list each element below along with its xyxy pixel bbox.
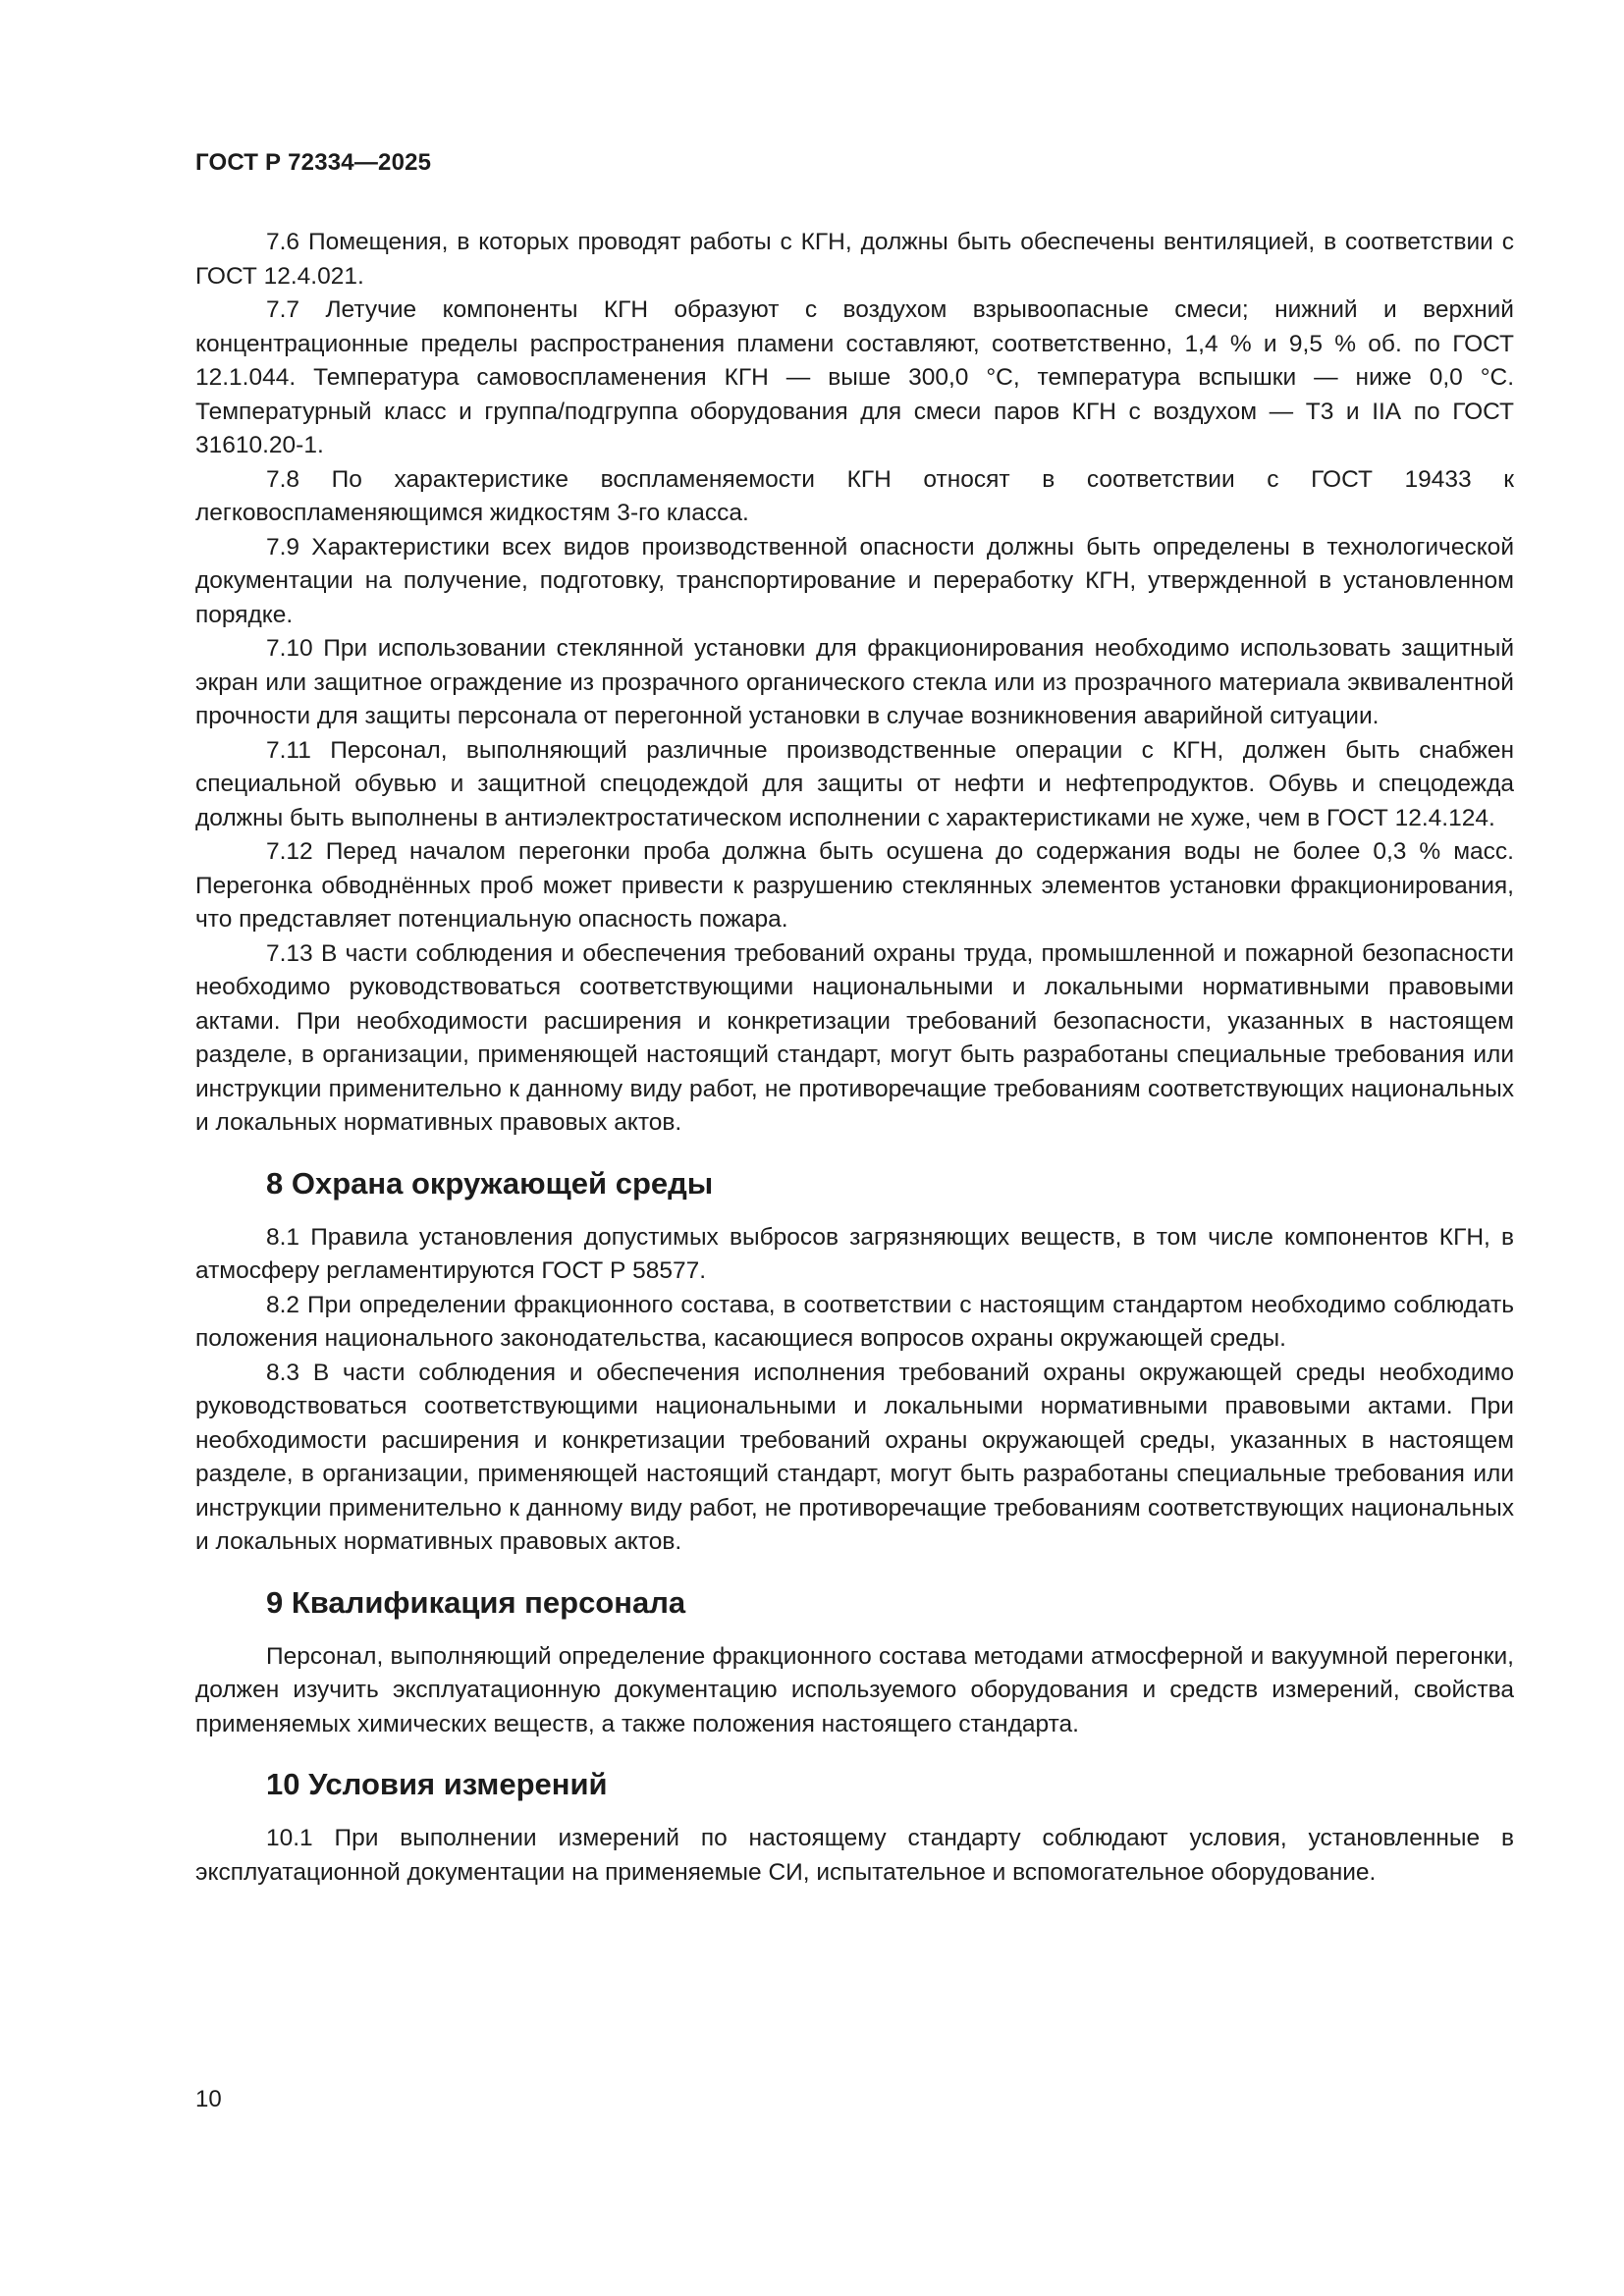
section-heading-9: 9 Квалификация персонала [266, 1584, 686, 1620]
section-heading-8: 8 Охрана окружающей среды [266, 1165, 714, 1201]
clause-7-8: 7.8 По характеристике воспламеняемости КГН относят в соответствии с ГОСТ 19433 к легковоспламеняющимся жидкостям 3-го класса. [195, 465, 1514, 526]
clause-7-13: 7.13 В части соблюдения и обеспечения требований охраны труда, промышленной и пожарной безопасности необходимо руководствоваться соответствующими национальными и локальными нормативными правовыми актами. При необходимости расширения и конкретизации требований безопасности, указанных в настоящем разделе, в организации, применяющей настоящий стандарт, могут быть разработаны специальные требования или инструкции применительно к данному виду работ, не противоречащие требованиям соответствующих национальных и локальных нормативных правовых актов. [195, 939, 1514, 1136]
clause-7-7: 7.7 Летучие компоненты КГН образуют с воздухом взрывоопасные смеси; нижний и верхний концентрационные пределы распространения пламени составляют, соответственно, 1,4 % и 9,5 % об. по ГОСТ 12.1.044. Температура самовоспламенения КГН — выше 300,0 °С, температура вспышки — ниже 0,0 °С. Температурный класс и группа/подгруппа оборудования для смеси паров КГН с воздухом — Т3 и IIА по ГОСТ 31610.20-1. [195, 296, 1514, 458]
clause-7-9: 7.9 Характеристики всех видов производственной опасности должны быть определены в технологической документации на получение, подготовку, транспортирование и переработку КГН, утвержденной в установленном порядке. [195, 533, 1514, 628]
clause-7-12: 7.12 Перед началом перегонки проба должна быть осушена до содержания воды не более 0,3 % масс. Перегонка обводнённых проб может привести к разрушению стеклянных элементов установки фракционирования, что представляет потенциальную опасность пожара. [195, 838, 1514, 933]
clause-7-11: 7.11 Персонал, выполняющий различные производственные операции с КГН, должен быть снабжен специальной обувью и защитной спецодеждой для защиты от нефти и нефтепродуктов. Обувь и спецодежда должны быть выполнены в антиэлектростатическом исполнении с характеристиками не хуже, чем в ГОСТ 12.4.124. [195, 736, 1514, 831]
clause-8-1: 8.1 Правила установления допустимых выбросов загрязняющих веществ, в том числе компонентов КГН, в атмосферу регламентируются ГОСТ Р 58577. [195, 1223, 1514, 1284]
clause-7-10: 7.10 При использовании стеклянной установки для фракционирования необходимо использовать защитный экран или защитное ограждение из прозрачного органического стекла или из прозрачного материала эквивалентной прочности для защиты персонала от перегонной установки в случае возникновения аварийной ситуации. [195, 635, 1514, 729]
clause-8-2: 8.2 При определении фракционного состава, в соответствии с настоящим стандартом необходимо соблюдать положения национального законодательства, касающиеся вопросов охраны окружающей среды. [195, 1291, 1514, 1352]
clause-7-6: 7.6 Помещения, в которых проводят работы с КГН, должны быть обеспечены вентиляцией, в соответствии с ГОСТ 12.4.021. [195, 229, 1514, 290]
section-9-paragraph: Персонал, выполняющий определение фракционного состава методами атмосферной и вакуумной перегонки, должен изучить эксплуатационную документацию используемого оборудования и средств измерений, свойства применяемых химических веществ, а также положения настоящего стандарта. [195, 1642, 1514, 1737]
page-number: 10 [195, 2086, 222, 2112]
document-code-header: ГОСТ Р 72334—2025 [195, 149, 432, 176]
clause-8-3: 8.3 В части соблюдения и обеспечения исполнения требований охраны окружающей среды необходимо руководствоваться соответствующими национальными и локальными нормативными правовыми актами. При необходимости расширения и конкретизации требований охраны окружающей среды, указанных в настоящем разделе, в организации, применяющей настоящий стандарт, могут быть разработаны специальные требования или инструкции применительно к данному виду работ, не противоречащие требованиям соответствующих национальных и локальных нормативных правовых актов. [195, 1359, 1514, 1555]
section-heading-10: 10 Условия измерений [266, 1767, 608, 1801]
clause-10-1: 10.1 При выполнении измерений по настоящему стандарту соблюдают условия, установленные в эксплуатационной документации на применяемые СИ, испытательное и вспомогательное оборудование. [195, 1825, 1514, 1886]
page-content [195, 226, 1514, 1890]
